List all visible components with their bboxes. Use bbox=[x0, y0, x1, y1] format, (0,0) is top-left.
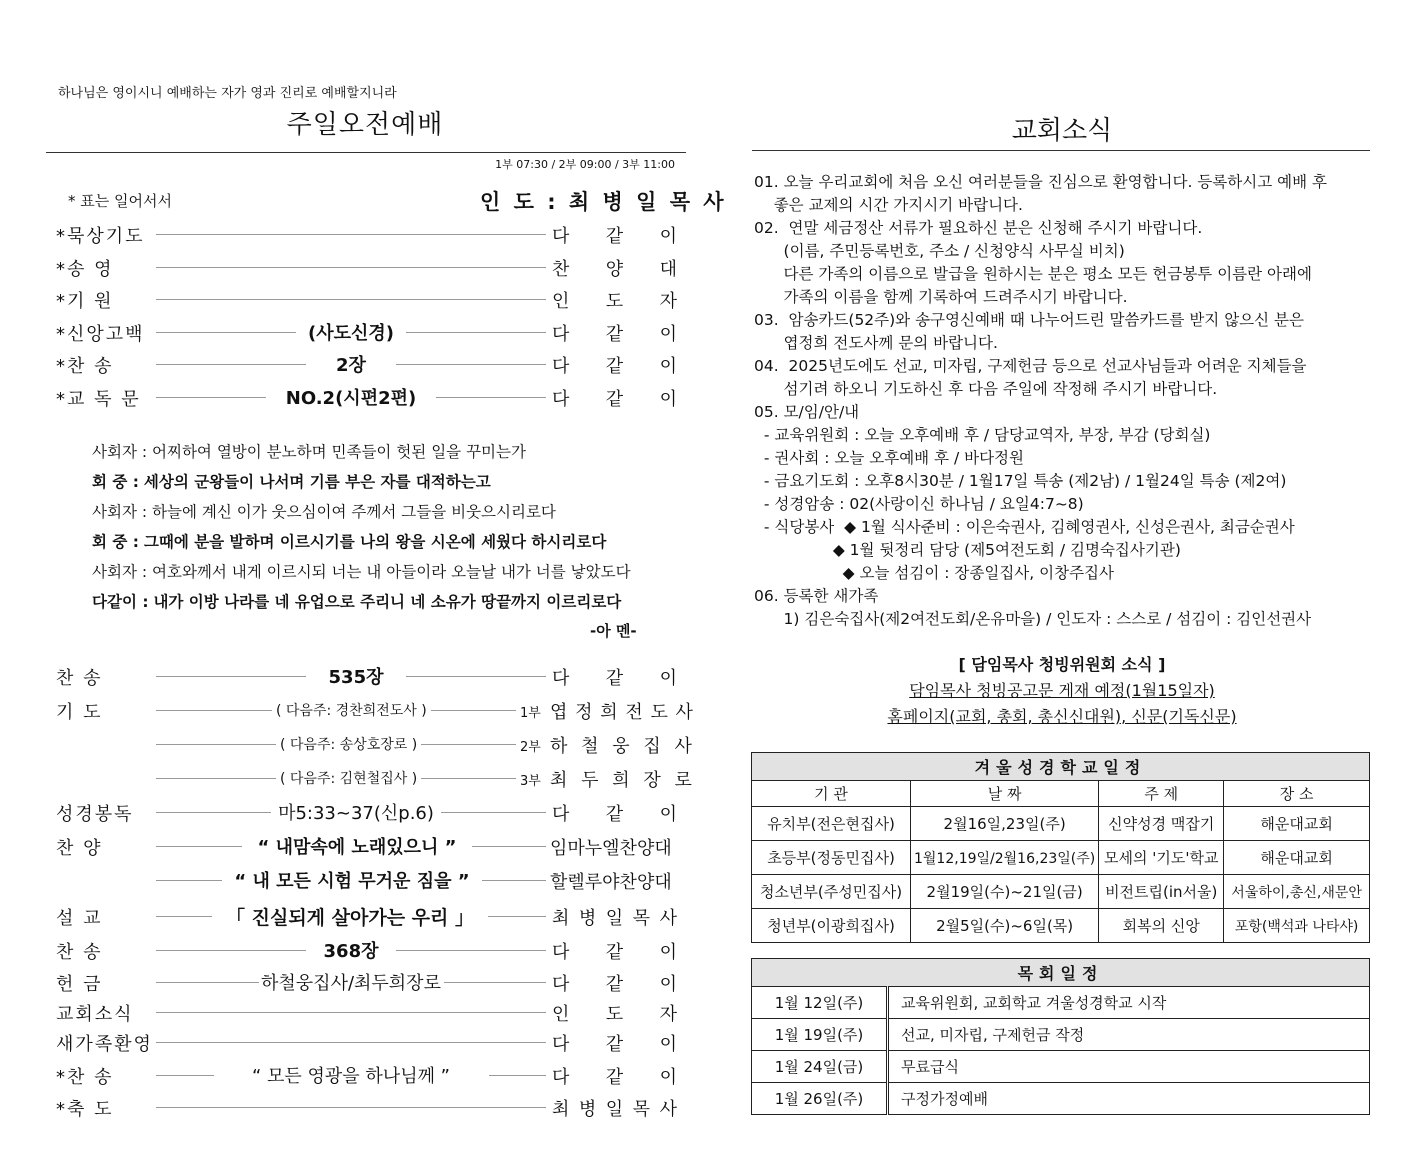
bible-school-table bbox=[751, 752, 1370, 943]
schedule-caption: 목회일정 bbox=[752, 959, 1370, 987]
title-divider bbox=[46, 152, 686, 153]
news-line: 01. 오늘 우리교회에 처음 오신 여러분들을 진심으로 환영합니다. 등록하시고 예배 후 bbox=[754, 173, 1327, 191]
order-label: *교 독 문 bbox=[56, 389, 141, 410]
table-row: 1월 24일(금) 무료급식 bbox=[752, 1051, 1370, 1083]
order-row bbox=[56, 936, 676, 964]
order-row bbox=[56, 220, 676, 248]
news-line: - 교육위원회 : 오늘 오후예배 후 / 담당교역자, 부장, 부감 (당회실) bbox=[754, 426, 1211, 444]
responsive-line: 회 중 : 그때에 분을 발하며 이르시기를 나의 왕을 시온에 세웠다 하시리로다 bbox=[92, 533, 607, 551]
news-line: 다른 가족의 이름으로 발급을 원하시는 분은 평소 모든 헌금봉투 이름란 아래에 bbox=[754, 265, 1312, 283]
responsive-line: 사회자 : 여호와께서 내게 이르시되 너는 내 아들이라 오늘날 내가 너를 낳았도다 bbox=[92, 563, 631, 581]
order-content: (사도신경) bbox=[296, 319, 406, 345]
table-header: 주 제 bbox=[1099, 781, 1224, 807]
order-row-sermon: 설 교 「 진실되게 살아가는 우리 」 최 병 일 목 사 bbox=[56, 902, 676, 930]
order-label: 교회소식 bbox=[56, 1004, 134, 1025]
news-line: 04. 2025년도에도 선교, 미자립, 구제헌금 등으로 선교사님들과 어려운 지체들을 bbox=[754, 357, 1307, 375]
news-line: - 금요기도회 : 오후8시30분 / 1월17일 특송 (제2남) / 1월24일 특송 (제2여) bbox=[754, 472, 1287, 490]
order-leader: 다 같 이 bbox=[552, 974, 677, 995]
news-line: 06. 등록한 새가족 bbox=[754, 587, 879, 605]
order-row bbox=[56, 968, 676, 996]
pastor-notice-line: 홈페이지(교회, 총회, 총신신대원), 신문(기독신문) bbox=[887, 707, 1237, 726]
pastoral-schedule-table bbox=[751, 958, 1370, 1115]
order-row bbox=[56, 998, 676, 1026]
order-row bbox=[56, 1093, 676, 1121]
order-row bbox=[56, 253, 676, 281]
order-leader: 찬 양 대 bbox=[552, 259, 677, 280]
prayer-next-week: ( 다음주: 김현철집사 ) bbox=[276, 768, 421, 788]
news-line: 03. 암송카드(52주)와 송구영신예배 때 나누어드린 말씀카드를 받지 않으신 분은 bbox=[754, 311, 1305, 329]
news-line: - 권사회 : 오늘 오후예배 후 / 바다정원 bbox=[754, 449, 1025, 467]
order-leader: 다 같 이 bbox=[552, 942, 677, 963]
order-leader: 최 병 일 목 사 bbox=[552, 1099, 677, 1120]
prayer-part: 3부 bbox=[520, 774, 541, 789]
order-row-prayer: 기 도 bbox=[56, 702, 103, 723]
order-label: *찬 송 bbox=[56, 356, 114, 377]
order-row bbox=[56, 1061, 676, 1089]
table-header: 날 짜 bbox=[911, 781, 1099, 807]
order-row bbox=[56, 285, 676, 313]
table-row: 초등부(정동민집사) 1월12,19일/2월16,23일(주) 모세의 '기도'학교 해운대교회 bbox=[752, 841, 1370, 875]
order-leader: 인 도 자 bbox=[552, 1004, 677, 1025]
news-line: 가족의 이름을 함께 기록하여 드려주시기 바랍니다. bbox=[754, 288, 1128, 306]
responsive-line: 사회자 : 하늘에 계신 이가 웃으심이여 주께서 그들을 비웃으시리로다 bbox=[92, 503, 556, 521]
order-row bbox=[56, 318, 676, 346]
news-line: 좋은 교제의 시간 가지시기 바랍니다. bbox=[754, 196, 1023, 214]
order-row bbox=[56, 383, 676, 411]
table-row: 1월 19일(주) 선교, 미자립, 구제헌금 작정 bbox=[752, 1019, 1370, 1051]
order-leader: 다 같 이 bbox=[552, 226, 677, 247]
table-row: 청소년부(주성민집사) 2월19일(수)~21일(금) 비전트립(in서울) 서울하이,총신,새문안 bbox=[752, 875, 1370, 909]
table-header: 장 소 bbox=[1224, 781, 1370, 807]
order-leader: 다 같 이 bbox=[552, 1067, 677, 1088]
order-label: 찬 송 bbox=[56, 942, 103, 963]
news-line: 1) 김은숙집사(제2여전도회/온유마을) / 인도자 : 스스로 / 섬김이 : 김인선권사 bbox=[754, 610, 1312, 628]
order-row-hymn: 찬 송 535장 다 같 이 bbox=[56, 662, 676, 690]
order-content: 368장 bbox=[306, 937, 396, 963]
order-content: NO.2(시편2편) bbox=[266, 384, 436, 410]
order-leader: 인 도 자 bbox=[552, 291, 677, 312]
table-header: 기 관 bbox=[752, 781, 911, 807]
stand-note: * 표는 일어서서 bbox=[68, 192, 172, 210]
prayer-name: 엽 정 희 전 도 사 bbox=[550, 702, 694, 723]
order-content: 2장 bbox=[306, 351, 396, 377]
responsive-line: 사회자 : 어찌하여 열방이 분노하며 민족들이 헛된 일을 꾸미는가 bbox=[92, 443, 526, 461]
table-row: 1월 12일(주) 교육위원회, 교회학교 겨울성경학교 시작 bbox=[752, 987, 1370, 1019]
prayer-part: 1부 bbox=[520, 706, 541, 721]
table-row: 유치부(전은현집사) 2월16일,23일(주) 신약성경 맥잡기 해운대교회 bbox=[752, 807, 1370, 841]
bible-school-caption: 겨울성경학교일정 bbox=[752, 753, 1370, 781]
service-title: 주일오전예배 bbox=[286, 110, 444, 140]
order-label: 헌 금 bbox=[56, 974, 103, 995]
order-leader: 다 같 이 bbox=[552, 324, 677, 345]
order-label: *축 도 bbox=[56, 1099, 114, 1120]
order-row-anthem: 찬 양 “ 내맘속에 노래있으니 ” 임마누엘찬양대 bbox=[56, 832, 676, 860]
order-label: *기 원 bbox=[56, 291, 114, 312]
order-label: *찬 송 bbox=[56, 1067, 114, 1088]
news-line: - 식당봉사 ◆ 1월 식사준비 : 이은숙권사, 김혜영권사, 신성은권사, 최금순권사 bbox=[754, 518, 1295, 536]
order-label: *신앙고백 bbox=[56, 324, 145, 345]
order-row-scripture: 성경봉독 마5:33~37(신p.6) 다 같 이 bbox=[56, 798, 676, 826]
news-line: ◆ 1월 뒷정리 담당 (제5여전도회 / 김명숙집사기관) bbox=[754, 541, 1181, 559]
order-leader: 다 같 이 bbox=[552, 356, 677, 377]
prayer-name: 하 철 웅 집 사 bbox=[550, 736, 696, 757]
prayer-name: 최 두 희 장 로 bbox=[550, 770, 696, 791]
table-row: 1월 26일(주) 구정가정예배 bbox=[752, 1083, 1370, 1115]
order-leader: 다 같 이 bbox=[552, 1034, 677, 1055]
news-title: 교회소식 bbox=[1011, 116, 1113, 146]
order-content: “ 모든 영광을 하나님께 ” bbox=[214, 1062, 489, 1088]
prayer-next-week: ( 다음주: 경찬희전도사 ) bbox=[272, 700, 431, 720]
order-row bbox=[56, 1028, 676, 1056]
order-leader: 다 같 이 bbox=[552, 389, 677, 410]
pastor-notice-line: 담임목사 청빙공고문 게재 예정(1월15일자) bbox=[909, 681, 1215, 700]
order-label: *송 영 bbox=[56, 259, 114, 280]
header-verse: 하나님은 영이시니 예배하는 자가 영과 진리로 예배할지니라 bbox=[58, 86, 397, 101]
news-line: 02. 연말 세금정산 서류가 필요하신 분은 신청해 주시기 바랍니다. bbox=[754, 219, 1203, 237]
order-row-anthem: “ 내 모든 시험 무거운 짐을 ” 할렐루야찬양대 bbox=[56, 866, 676, 894]
news-line: 05. 모/임/안/내 bbox=[754, 403, 860, 421]
order-label: *묵상기도 bbox=[56, 226, 145, 247]
prayer-part: 2부 bbox=[520, 740, 541, 755]
prayer-next-week: ( 다음주: 송상호장로 ) bbox=[276, 734, 421, 754]
order-label: 새가족환영 bbox=[56, 1034, 153, 1055]
news-line: (이름, 주민등록번호, 주소 / 신청양식 사무실 비치) bbox=[754, 242, 1125, 260]
service-leader: 인 도 : 최 병 일 목 사 bbox=[480, 190, 727, 214]
news-divider bbox=[752, 150, 1370, 151]
news-line: 섬기려 하오니 기도하신 후 다음 주일에 작정해 주시기 바랍니다. bbox=[754, 380, 1218, 398]
amen: -아 멘- bbox=[590, 622, 637, 640]
news-line: - 성경암송 : 02(사랑이신 하나님 / 요일4:7~8) bbox=[754, 495, 1084, 513]
service-times: 1부 07:30 / 2부 09:00 / 3부 11:00 bbox=[495, 158, 675, 171]
responsive-line: 회 중 : 세상의 군왕들이 나서며 기름 부은 자를 대적하는고 bbox=[92, 473, 491, 491]
order-content: 하철웅집사/최두희장로 bbox=[259, 969, 444, 995]
responsive-line: 다같이 : 내가 이방 나라를 네 유업으로 주리니 네 소유가 땅끝까지 이르리로다 bbox=[92, 593, 622, 611]
pastor-notice-heading: [ 담임목사 청빙위원회 소식 ] bbox=[958, 655, 1166, 674]
order-row bbox=[56, 350, 676, 378]
news-line: 엽정희 전도사께 문의 바랍니다. bbox=[754, 334, 998, 352]
table-row: 청년부(이광희집사) 2월5일(수)~6일(목) 회복의 신앙 포항(백석과 나타샤) bbox=[752, 909, 1370, 943]
news-line: ◆ 오늘 섬김이 : 장종일집사, 이창주집사 bbox=[754, 564, 1114, 582]
